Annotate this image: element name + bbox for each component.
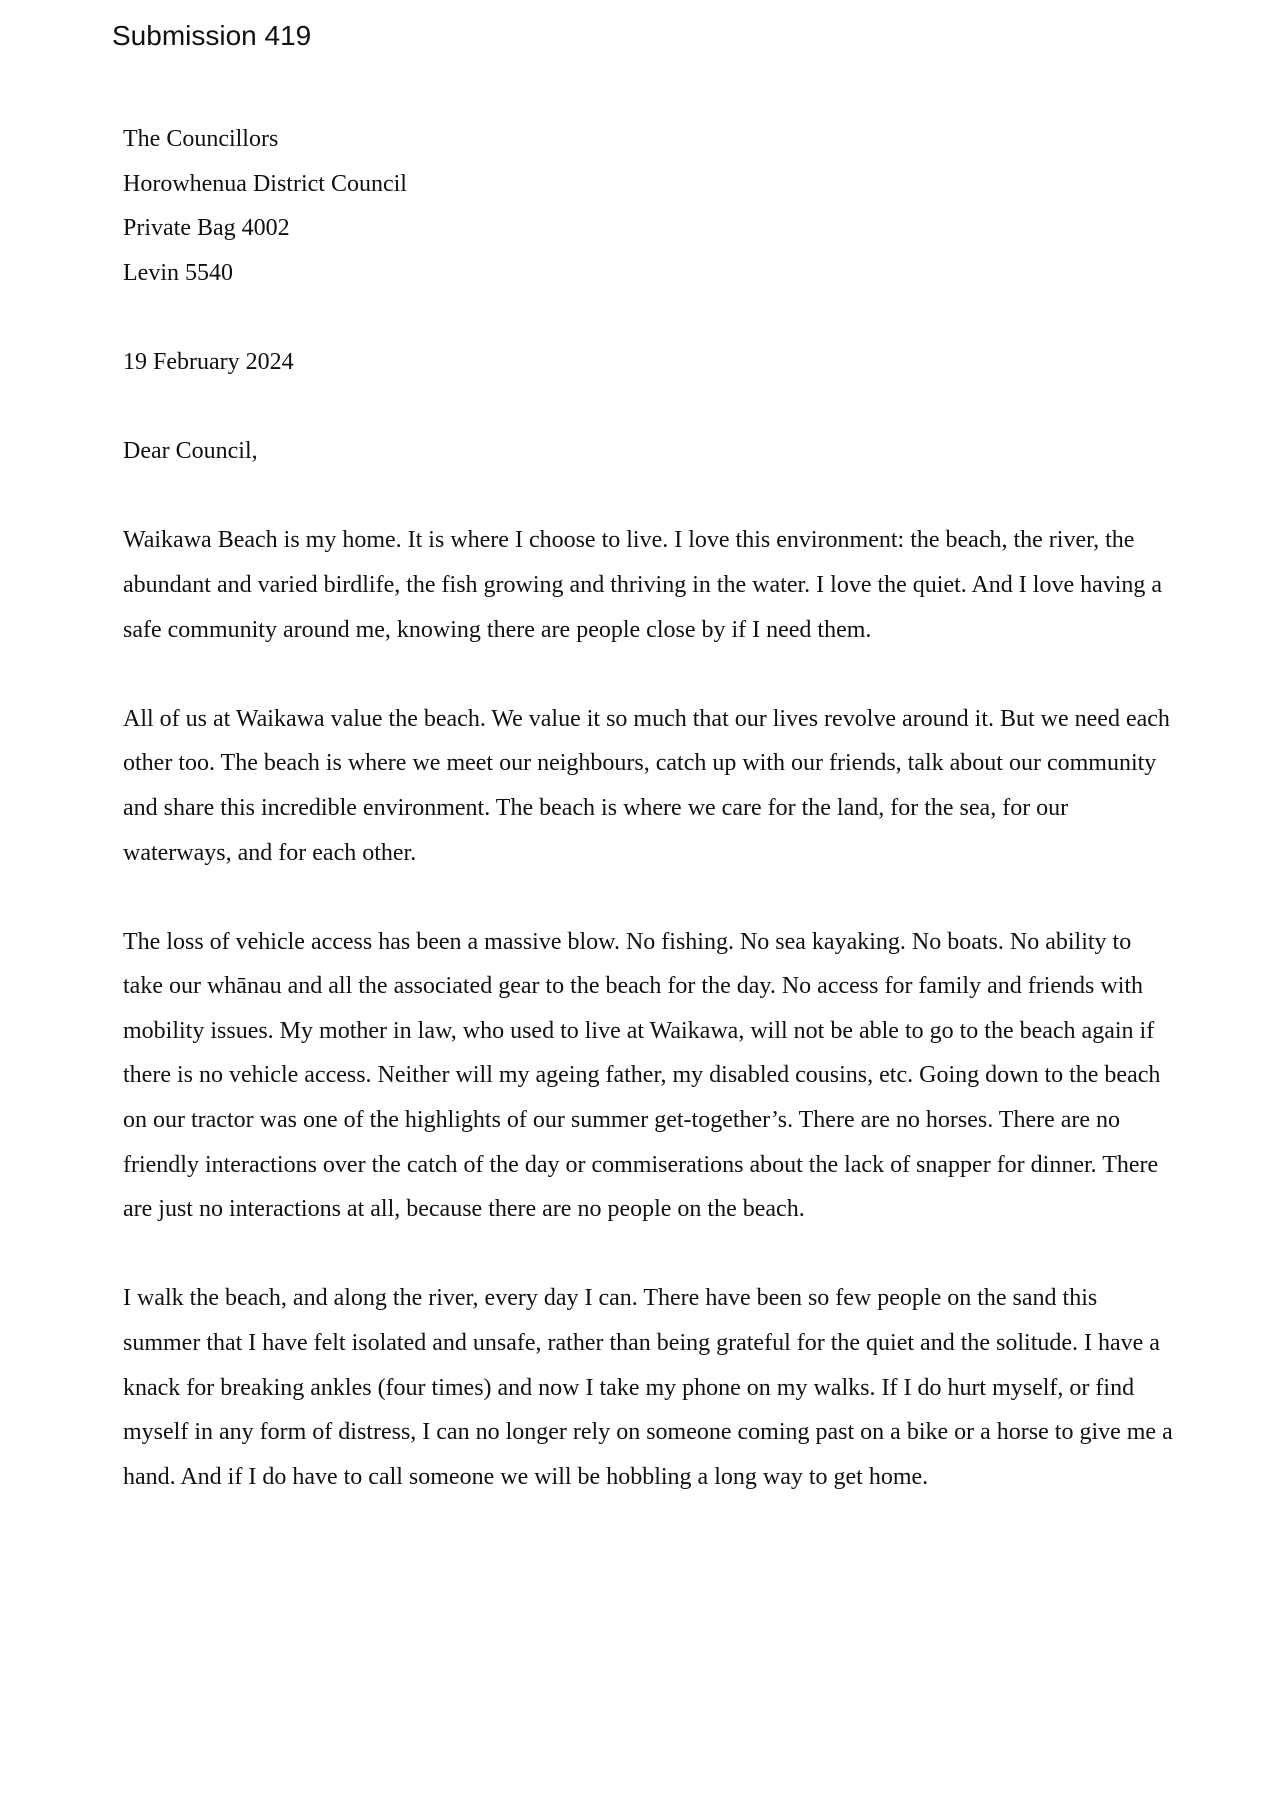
paragraph: I walk the beach, and along the river, every day I can. There have been so few people on the sand this summer that I have felt isolated and unsafe, rather than being grateful for the quiet and the solitude. I have a knack for breaking ankles (four times) and now I take my phone on my walks. If I do hurt myself, or find myself in any form of distress, I can no longer rely on someone coming past on a bike or a horse to give me a hand. And if I do have to call someone we will be hobbling a long way to get home. bbox=[123, 1285, 1173, 1490]
paragraph: All of us at Waikawa value the beach. We value it so much that our lives revolve around it. But we need each other too. The beach is where we meet our neighbours, catch up with our friends, talk about our community and share this incredible environment. The beach is where we care for the land, for the sea, for our waterways, and for each other. bbox=[123, 705, 1170, 866]
recipient-line: Private Bag 4002 bbox=[123, 215, 290, 242]
paragraph: The loss of vehicle access has been a massive blow. No fishing. No sea kayaking. No boats. No ability to take our whānau and all the associated gear to the beach for the day. No access for family and friends with mobility issues. My mother in law, who used to live at Waikawa, will not be able to go to the beach again if there is no vehicle access. Neither will my ageing father, my disabled cousins, etc. Going down to the beach on our tractor was one of the highlights of our summer get-together’s. There are no horses. There are no friendly interactions over the catch of the day or commiserations about the lack of snapper for dinner. There are just no interactions at all, because there are no people on the beach. bbox=[123, 928, 1161, 1223]
paragraph: Waikawa Beach is my home. It is where I choose to live. I love this environment: the beach, the river, the abundant and varied birdlife, the fish growing and thriving in the water. I love the quiet. And I love having a safe community around me, knowing there are people close by if I need them. bbox=[123, 527, 1163, 643]
recipient-address bbox=[123, 117, 1173, 295]
submission-label: Submission 419 bbox=[112, 20, 312, 51]
letter-body bbox=[123, 117, 1173, 1499]
letter-date: 19 February 2024 bbox=[123, 348, 294, 375]
recipient-line: Horowhenua District Council bbox=[123, 170, 407, 197]
salutation: Dear Council, bbox=[123, 438, 258, 465]
recipient-line: Levin 5540 bbox=[123, 259, 233, 286]
recipient-line: The Councillors bbox=[123, 126, 279, 152]
